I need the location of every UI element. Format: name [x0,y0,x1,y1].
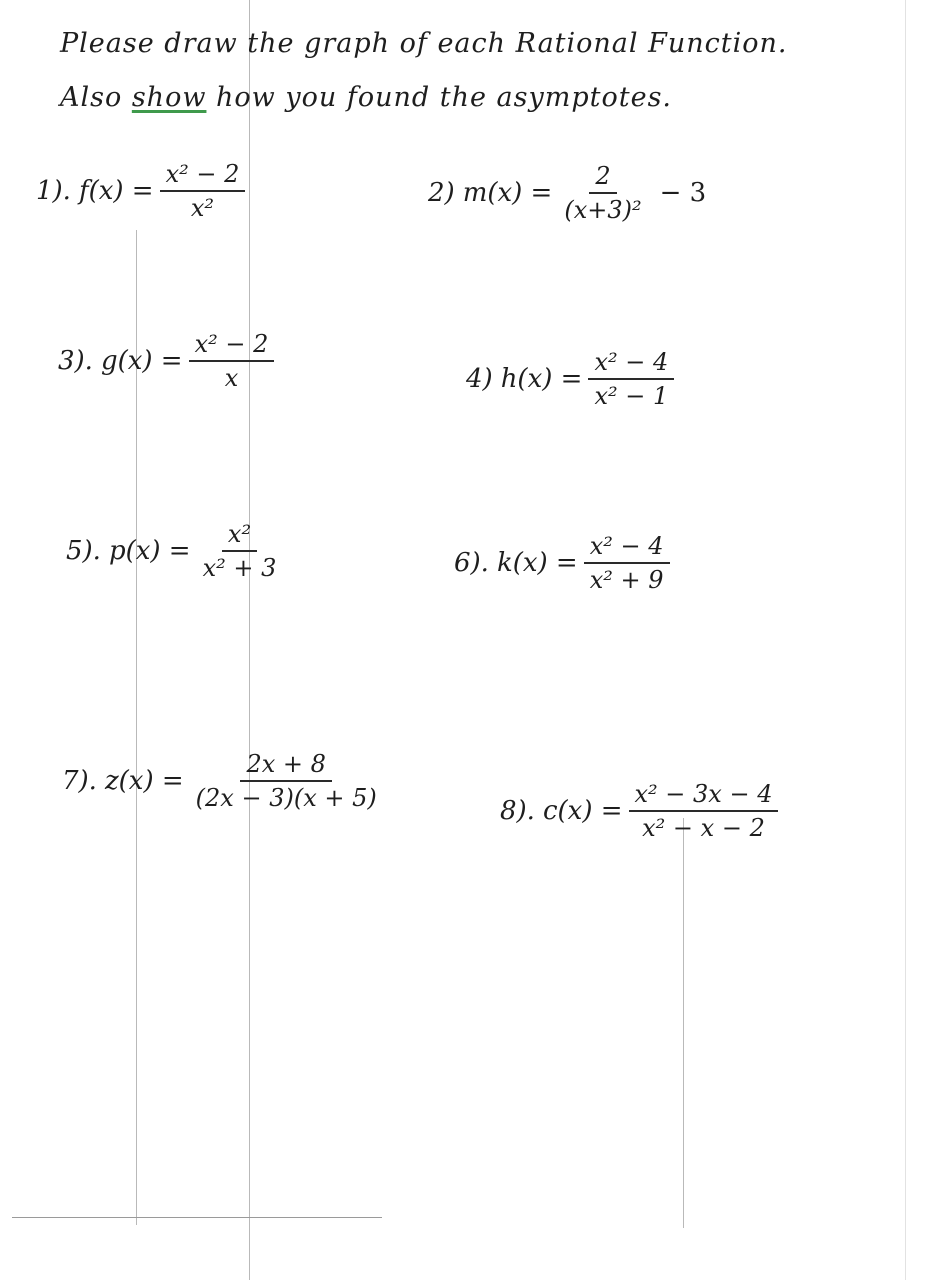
numerator: x² − 3x − 4 [629,780,779,812]
problem-number: 1). [36,176,71,206]
denominator: x [224,364,239,392]
function-name: m(x) = [462,178,553,208]
fraction [584,532,670,594]
fraction [588,348,674,410]
fraction [190,750,383,812]
problem-7 [62,750,383,812]
bottom-rule [12,1217,382,1218]
instruction-line-2 [60,82,672,113]
problem-number: 4) [466,364,493,394]
instruction-line-2-end: how you found the asymptotes. [206,82,673,113]
denominator: x² + 9 [589,566,664,594]
fraction [629,780,779,842]
numerator: x² − 4 [588,348,674,380]
denominator: (x+3)² [564,196,642,224]
numerator: x² − 2 [160,160,246,192]
fraction [197,520,283,582]
function-name: h(x) = [500,364,583,394]
problem-3 [58,330,274,392]
page-edge-right [905,0,906,1280]
instruction-line-2-start: Also [60,82,132,113]
numerator: x² − 4 [584,532,670,564]
fraction [558,162,647,224]
function-name: g(x) = [100,346,183,376]
denominator: x² − 1 [594,382,669,410]
instruction-line-1: Please draw the graph of each Rational Function. [60,28,788,59]
problem-number: 7). [62,766,97,796]
numerator: 2 [589,162,616,194]
problem-number: 5). [66,536,101,566]
problem-2 [428,162,706,224]
problem-number: 6). [454,548,489,578]
numerator: x² − 2 [189,330,275,362]
margin-line-center [249,0,250,1280]
numerator: 2x + 8 [240,750,331,782]
fraction [160,160,246,222]
problem-number: 8). [500,796,535,826]
problem-8 [500,780,778,842]
problem-number: 3). [58,346,93,376]
fraction [189,330,275,392]
function-name: z(x) = [104,766,184,796]
function-name: p(x) = [108,536,191,566]
function-name: k(x) = [496,548,578,578]
denominator: x² + 3 [202,554,277,582]
function-name: c(x) = [542,796,623,826]
numerator: x² [222,520,257,552]
function-name: f(x) = [78,176,154,206]
denominator: x² [190,194,215,222]
denominator: x² − x − 2 [642,814,765,842]
problem-5 [66,520,282,582]
problem-4 [466,348,674,410]
denominator: (2x − 3)(x + 5) [195,784,377,812]
problem-number: 2) [428,178,455,208]
margin-line-right [683,818,684,1228]
problem-1 [36,160,245,222]
problem-6 [454,532,670,594]
highlighted-word: show [131,82,207,113]
constant-term: − 3 [659,178,707,208]
